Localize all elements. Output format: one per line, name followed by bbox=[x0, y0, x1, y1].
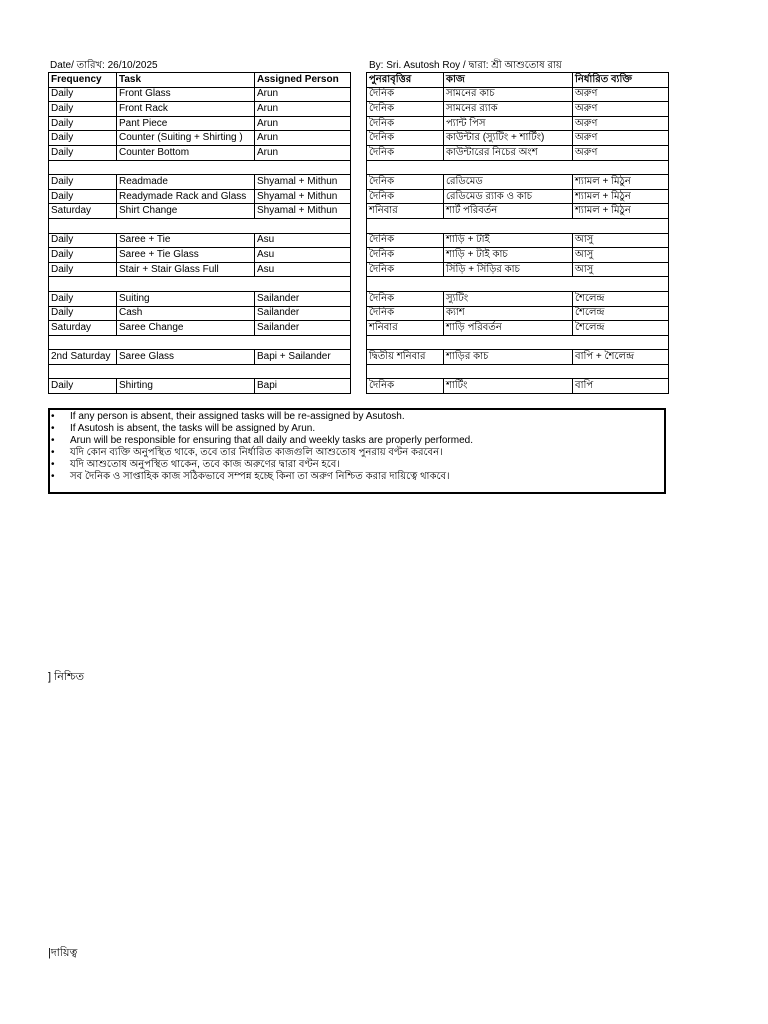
assigned-person-cell: Bapi bbox=[255, 379, 351, 394]
task-cell: Readymade Rack and Glass bbox=[117, 189, 255, 204]
assigned-person-cell: Asu bbox=[255, 248, 351, 263]
frequency-cell bbox=[49, 364, 117, 379]
task-cell: Suiting bbox=[117, 291, 255, 306]
assigned-person-cell: Sailander bbox=[255, 291, 351, 306]
frequency-cell bbox=[49, 277, 117, 292]
frequency-cell: দৈনিক bbox=[367, 102, 444, 117]
bengali-table-row bbox=[367, 116, 669, 131]
note-text: Arun will be responsible for ensuring that all daily and weekly tasks are properly performed. bbox=[70, 435, 473, 446]
assigned-person-cell: Arun bbox=[255, 131, 351, 146]
note-item bbox=[50, 423, 664, 435]
bengali-spacer-row bbox=[367, 160, 669, 175]
frequency-cell: দৈনিক bbox=[367, 175, 444, 190]
frequency-cell: দৈনিক bbox=[367, 306, 444, 321]
assigned-person-cell bbox=[573, 335, 669, 350]
frequency-cell bbox=[367, 277, 444, 292]
task-cell: শার্ট পরিবর্তন bbox=[444, 204, 573, 219]
task-cell: Saree Glass bbox=[117, 350, 255, 365]
english-table-row bbox=[49, 262, 351, 277]
frequency-cell: শনিবার bbox=[367, 321, 444, 336]
task-cell: Saree + Tie Glass bbox=[117, 248, 255, 263]
task-cell: Pant Piece bbox=[117, 116, 255, 131]
task-cell bbox=[444, 364, 573, 379]
assigned-person-cell bbox=[255, 277, 351, 292]
task-cell: শাড়ি + টাই bbox=[444, 233, 573, 248]
frequency-cell: Daily bbox=[49, 102, 117, 117]
english-table-row bbox=[49, 321, 351, 336]
frequency-cell: দৈনিক bbox=[367, 248, 444, 263]
note-text: If any person is absent, their assigned tasks will be re-assigned by Asutosh. bbox=[70, 411, 405, 422]
english-spacer-row bbox=[49, 335, 351, 350]
english-table-header bbox=[49, 73, 351, 88]
bengali-spacer-row bbox=[367, 277, 669, 292]
frequency-cell: দৈনিক bbox=[367, 131, 444, 146]
english-table-row bbox=[49, 350, 351, 365]
assigned-person-cell: Asu bbox=[255, 262, 351, 277]
task-cell bbox=[117, 277, 255, 292]
task-cell bbox=[117, 160, 255, 175]
assigned-person-cell bbox=[255, 364, 351, 379]
task-cell: Cash bbox=[117, 306, 255, 321]
assigned-person-cell: বাপি bbox=[573, 379, 669, 394]
assigned-person-cell bbox=[573, 160, 669, 175]
note-text: If Asutosh is absent, the tasks will be assigned by Arun. bbox=[70, 423, 316, 434]
bullet-icon: • bbox=[51, 411, 55, 422]
assigned-person-cell: শৈলেন্দ্র bbox=[573, 306, 669, 321]
assigned-person-cell: Sailander bbox=[255, 306, 351, 321]
english-spacer-row bbox=[49, 218, 351, 233]
frequency-cell: Daily bbox=[49, 306, 117, 321]
bengali-table-row bbox=[367, 204, 669, 219]
frequency-cell: দৈনিক bbox=[367, 87, 444, 102]
frequency-cell bbox=[367, 218, 444, 233]
frequency-cell: দৈনিক bbox=[367, 233, 444, 248]
task-cell bbox=[117, 335, 255, 350]
frequency-cell: দৈনিক bbox=[367, 379, 444, 394]
assigned-person-cell: Sailander bbox=[255, 321, 351, 336]
column-header-assigned-person: Assigned Person bbox=[255, 73, 351, 88]
column-header-frequency-bn: পুনরাবৃত্তির bbox=[367, 73, 444, 88]
assigned-person-cell: Arun bbox=[255, 145, 351, 160]
frequency-cell: Saturday bbox=[49, 204, 117, 219]
task-cell: Saree Change bbox=[117, 321, 255, 336]
bengali-table-row bbox=[367, 321, 669, 336]
assigned-person-cell: শ্যামল + মিঠুন bbox=[573, 189, 669, 204]
assigned-person-cell: আসু bbox=[573, 233, 669, 248]
task-cell: Shirt Change bbox=[117, 204, 255, 219]
english-task-table bbox=[48, 72, 351, 394]
frequency-cell: Daily bbox=[49, 131, 117, 146]
frequency-cell: 2nd Saturday bbox=[49, 350, 117, 365]
task-cell: শার্টিং bbox=[444, 379, 573, 394]
bullet-icon: • bbox=[51, 435, 55, 446]
note-text: যদি কোন ব্যক্তি অনুপস্থিত থাকে, তবে তার নির্ধারিত কাজগুলি আশুতোষ পুনরায় বণ্টন করবেন। bbox=[70, 447, 443, 458]
task-cell bbox=[444, 277, 573, 292]
task-cell: Shirting bbox=[117, 379, 255, 394]
assigned-person-cell bbox=[255, 335, 351, 350]
note-item bbox=[50, 435, 664, 447]
assigned-person-cell: শৈলেন্দ্র bbox=[573, 291, 669, 306]
assigned-person-cell: আসু bbox=[573, 248, 669, 263]
assigned-person-cell: Bapi + Sailander bbox=[255, 350, 351, 365]
frequency-cell: Daily bbox=[49, 379, 117, 394]
task-cell: রেডিমেড bbox=[444, 175, 573, 190]
task-cell: কাউন্টারের নিচের অংশ bbox=[444, 145, 573, 160]
bengali-table-row bbox=[367, 379, 669, 394]
task-cell bbox=[117, 364, 255, 379]
bengali-table-row bbox=[367, 87, 669, 102]
assigned-person-cell: শৈলেন্দ্র bbox=[573, 321, 669, 336]
assigned-person-cell: অরুণ bbox=[573, 145, 669, 160]
frequency-cell: Saturday bbox=[49, 321, 117, 336]
frequency-cell: দৈনিক bbox=[367, 145, 444, 160]
frequency-cell bbox=[367, 160, 444, 175]
frequency-cell: Daily bbox=[49, 175, 117, 190]
note-item bbox=[50, 471, 664, 483]
notes-list bbox=[50, 410, 664, 483]
note-item bbox=[50, 459, 664, 471]
assigned-person-cell: অরুণ bbox=[573, 131, 669, 146]
assigned-person-cell: Shyamal + Mithun bbox=[255, 175, 351, 190]
note-item bbox=[50, 447, 664, 459]
task-cell bbox=[444, 160, 573, 175]
task-cell: সামনের র‍্যাক bbox=[444, 102, 573, 117]
assigned-person-cell: আসু bbox=[573, 262, 669, 277]
task-cell: Front Rack bbox=[117, 102, 255, 117]
assigned-person-cell: অরুণ bbox=[573, 102, 669, 117]
task-cell: Readmade bbox=[117, 175, 255, 190]
note-text: সব দৈনিক ও সাপ্তাহিক কাজ সঠিকভাবে সম্পন্ন হচ্ছে কিনা তা অরুণ নিশ্চিত করার দায়িত্বে থাকবে। bbox=[70, 471, 450, 482]
bullet-icon: • bbox=[51, 447, 55, 458]
english-spacer-row bbox=[49, 160, 351, 175]
english-spacer-row bbox=[49, 277, 351, 292]
task-cell: শাড়ির কাচ bbox=[444, 350, 573, 365]
column-header-frequency: Frequency bbox=[49, 73, 117, 88]
column-header-assigned-person-bn: নির্ধারিত ব্যক্তি bbox=[573, 73, 669, 88]
task-cell bbox=[444, 335, 573, 350]
frequency-cell bbox=[367, 335, 444, 350]
assigned-person-cell: Arun bbox=[255, 102, 351, 117]
bengali-table-row bbox=[367, 262, 669, 277]
assigned-person-cell bbox=[573, 218, 669, 233]
frequency-cell bbox=[49, 160, 117, 175]
bengali-spacer-row bbox=[367, 218, 669, 233]
assigned-person-cell: অরুণ bbox=[573, 116, 669, 131]
english-table-row bbox=[49, 116, 351, 131]
bengali-task-table bbox=[366, 72, 669, 394]
task-cell: সিঁড়ি + সিঁড়ির কাচ bbox=[444, 262, 573, 277]
frequency-cell: Daily bbox=[49, 262, 117, 277]
bengali-table-header bbox=[367, 73, 669, 88]
bengali-table-row bbox=[367, 189, 669, 204]
bullet-icon: • bbox=[51, 423, 55, 434]
assigned-person-cell: Shyamal + Mithun bbox=[255, 189, 351, 204]
assigned-person-cell bbox=[255, 160, 351, 175]
bengali-table-row bbox=[367, 131, 669, 146]
date-label: Date/ তারিখ: 26/10/2025 bbox=[50, 60, 158, 71]
frequency-cell: দৈনিক bbox=[367, 291, 444, 306]
bullet-icon: • bbox=[51, 471, 55, 482]
task-cell: ক্যাশ bbox=[444, 306, 573, 321]
frequency-cell bbox=[49, 335, 117, 350]
column-header-task: Task bbox=[117, 73, 255, 88]
frequency-cell bbox=[367, 364, 444, 379]
assigned-person-cell: শ্যামল + মিঠুন bbox=[573, 175, 669, 190]
assigned-person-cell: অরুণ bbox=[573, 87, 669, 102]
bengali-table-row bbox=[367, 233, 669, 248]
task-cell: Stair + Stair Glass Full bbox=[117, 262, 255, 277]
task-cell: সামনের কাচ bbox=[444, 87, 573, 102]
english-table-row bbox=[49, 233, 351, 248]
frequency-cell: Daily bbox=[49, 189, 117, 204]
assigned-person-cell bbox=[573, 277, 669, 292]
english-table-row bbox=[49, 131, 351, 146]
english-table-row bbox=[49, 306, 351, 321]
frequency-cell: দৈনিক bbox=[367, 189, 444, 204]
frequency-cell: Daily bbox=[49, 87, 117, 102]
bengali-spacer-row bbox=[367, 335, 669, 350]
bullet-icon: • bbox=[51, 459, 55, 470]
task-cell: প্যান্ট পিস bbox=[444, 116, 573, 131]
task-cell: শাড়ি + টাই কাচ bbox=[444, 248, 573, 263]
task-cell: রেডিমেড র‍্যাক ও কাচ bbox=[444, 189, 573, 204]
frequency-cell: Daily bbox=[49, 145, 117, 160]
english-table-row bbox=[49, 248, 351, 263]
frequency-cell: Daily bbox=[49, 233, 117, 248]
english-table-row bbox=[49, 204, 351, 219]
frequency-cell bbox=[49, 218, 117, 233]
assigned-person-cell: Shyamal + Mithun bbox=[255, 204, 351, 219]
task-cell: Counter (Suiting + Shirting ) bbox=[117, 131, 255, 146]
english-table-row bbox=[49, 102, 351, 117]
task-cell bbox=[444, 218, 573, 233]
assigned-person-cell: Arun bbox=[255, 87, 351, 102]
frequency-cell: Daily bbox=[49, 291, 117, 306]
assigned-person-cell bbox=[573, 364, 669, 379]
frequency-cell: Daily bbox=[49, 116, 117, 131]
frequency-cell: দ্বিতীয় শনিবার bbox=[367, 350, 444, 365]
frequency-cell: দৈনিক bbox=[367, 116, 444, 131]
english-table-row bbox=[49, 145, 351, 160]
bengali-spacer-row bbox=[367, 364, 669, 379]
bengali-table-row bbox=[367, 248, 669, 263]
bengali-table-row bbox=[367, 350, 669, 365]
task-cell: Front Glass bbox=[117, 87, 255, 102]
english-table-row bbox=[49, 291, 351, 306]
task-cell: Saree + Tie bbox=[117, 233, 255, 248]
note-text: যদি আশুতোষ অনুপস্থিত থাকেন, তবে কাজ অরুণের দ্বারা বণ্টন হবে। bbox=[70, 459, 340, 470]
english-table-row bbox=[49, 175, 351, 190]
bengali-table-row bbox=[367, 175, 669, 190]
task-cell: কাউন্টার (স্যুটিং + শার্টিং) bbox=[444, 131, 573, 146]
assigned-person-cell bbox=[255, 218, 351, 233]
note-item bbox=[50, 411, 664, 423]
english-spacer-row bbox=[49, 364, 351, 379]
assigned-person-cell: বাপি + শৈলেন্দ্র bbox=[573, 350, 669, 365]
frequency-cell: শনিবার bbox=[367, 204, 444, 219]
english-table-row bbox=[49, 87, 351, 102]
assigned-person-cell: শ্যামল + মিঠুন bbox=[573, 204, 669, 219]
stray-text-mid: ] নিশ্চিত bbox=[48, 671, 84, 683]
bengali-table-row bbox=[367, 291, 669, 306]
english-table-row bbox=[49, 379, 351, 394]
frequency-cell: দৈনিক bbox=[367, 262, 444, 277]
task-cell bbox=[117, 218, 255, 233]
frequency-cell: Daily bbox=[49, 248, 117, 263]
column-header-task-bn: কাজ bbox=[444, 73, 573, 88]
task-cell: স্যুটিং bbox=[444, 291, 573, 306]
assigned-person-cell: Arun bbox=[255, 116, 351, 131]
task-cell: শাড়ি পরিবর্তন bbox=[444, 321, 573, 336]
bengali-table-row bbox=[367, 145, 669, 160]
english-table-row bbox=[49, 189, 351, 204]
author-label: By: Sri. Asutosh Roy / দ্বারা: শ্রী আশুতোষ রায় bbox=[369, 60, 562, 71]
task-cell: Counter Bottom bbox=[117, 145, 255, 160]
bengali-table-row bbox=[367, 102, 669, 117]
stray-text-bottom: |দায়িত্ব bbox=[48, 947, 78, 959]
assigned-person-cell: Asu bbox=[255, 233, 351, 248]
notes-box bbox=[48, 408, 666, 494]
bengali-table-row bbox=[367, 306, 669, 321]
